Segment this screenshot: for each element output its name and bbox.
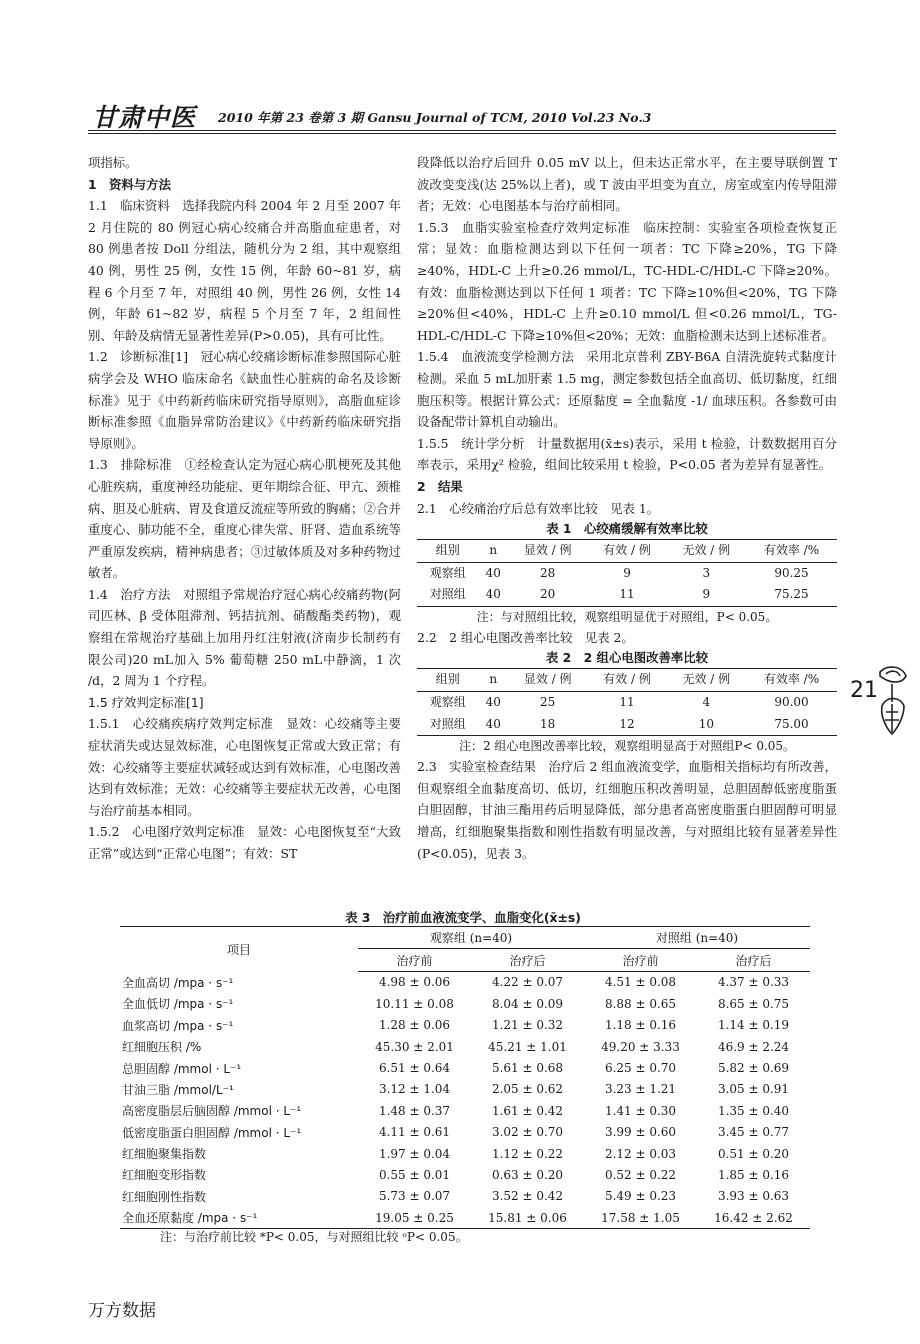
section-heading-methods: 1 资料与方法 — [88, 176, 171, 192]
table-1-grid — [417, 539, 837, 607]
table-cell: 3.05 ± 0.91 — [717, 1082, 790, 1097]
table-cell: 12 — [587, 714, 666, 736]
table-cell: 9 — [667, 584, 746, 606]
table-header-cell: 有效率 /% — [746, 669, 837, 692]
table-header-after: 治疗后 — [697, 949, 810, 971]
paragraph-2-3: 2.3 实验室检查结果 治疗后 2 组血液流变学，血脂相关指标均有所改善，但观察组全血黏度高切、低切，红细胞压积改善明显，总胆固醇低密度脂蛋白胆固醇，甘油三酯用药后明显降低，部分患者高密度脂蛋白胆固醇可明显增高，红细胞聚集指数和刚性指数有明显改善，与对照组比较有显著差异性(P<0.05)，见表 3。 — [417, 759, 837, 861]
table-cell: 1.28 ± 0.06 — [378, 1018, 451, 1033]
table-row-label: 红细胞刚性指数 — [122, 1189, 207, 1204]
table-3-grid — [120, 926, 810, 1229]
table-header-before: 治疗前 — [584, 949, 697, 971]
table-cell: 5.49 ± 0.23 — [604, 1189, 677, 1204]
table-cell: 4.22 ± 0.07 — [491, 975, 564, 990]
table-row-label: 高密度脂层后脑固醇 /mmol · L⁻¹ — [122, 1104, 302, 1119]
paragraph-2-2: 2.2 2 组心电图改善率比较 见表 2。 — [417, 629, 634, 645]
table-cell: 5.82 ± 0.69 — [717, 1061, 790, 1076]
table-row — [120, 1015, 810, 1036]
table-cell: 1.21 ± 0.32 — [491, 1018, 564, 1033]
table-cell: 90.00 — [774, 695, 809, 710]
table-cell: 4.11 ± 0.61 — [378, 1125, 451, 1140]
table-header-observation-group: 观察组 (n=40) — [358, 927, 584, 949]
table-cell: 49.20 ± 3.33 — [601, 1039, 680, 1054]
table-header-cell: 组别 — [417, 540, 478, 563]
table-cell: 1.61 ± 0.42 — [491, 1103, 564, 1118]
page-number: 21 — [850, 678, 878, 703]
table-cell: 1.14 ± 0.19 — [717, 1018, 790, 1033]
table-header-cell: 显效 / 例 — [508, 669, 587, 692]
table-row — [120, 1186, 810, 1207]
table-cell: 40 — [485, 695, 501, 710]
table-3 — [120, 926, 810, 1229]
journal-issue-info: 2010 年第 23 卷第 3 期 Gansu Journal of TCM, 2010 Vol.23 No.3 — [218, 110, 652, 125]
table-cell: 3.99 ± 0.60 — [604, 1125, 677, 1140]
table-cell: 0.63 ± 0.20 — [491, 1167, 564, 1182]
table-cell: 1.97 ± 0.04 — [378, 1146, 451, 1161]
table-row — [120, 993, 810, 1014]
left-column — [88, 152, 401, 865]
table-header-cell: 组别 — [417, 669, 478, 692]
table-header-cell: 有效 / 例 — [587, 540, 666, 563]
table-cell: 28 — [540, 565, 556, 580]
header-rule-thin — [88, 133, 836, 134]
table-row — [120, 971, 810, 993]
table-cell: 1.41 ± 0.30 — [604, 1103, 677, 1118]
journal-logo: 甘肃中医 — [92, 103, 197, 132]
table-row-label: 全血高切 /mpa · s⁻¹ — [122, 975, 234, 990]
table-cell: 18 — [508, 714, 587, 736]
table-cell: 3.23 ± 1.21 — [604, 1082, 677, 1097]
table-cell: 9 — [623, 565, 631, 580]
table-cell: 1.48 ± 0.37 — [378, 1103, 451, 1118]
table-row — [120, 1057, 810, 1078]
table-cell: 3.12 ± 1.04 — [378, 1082, 451, 1097]
table-cell: 5.73 ± 0.07 — [378, 1189, 451, 1204]
table-2-note: 注：2 组心电图改善率比较，观察组明显高于对照组P< 0.05。 — [458, 739, 796, 754]
table-row — [120, 1164, 810, 1185]
table-cell: 90.25 — [774, 565, 809, 580]
table-cell: 4 — [702, 695, 711, 710]
table-row — [417, 692, 837, 714]
paragraph-1-5-1: 1.5.1 心绞痛疾病疗效判定标准 显效：心绞痛等主要症状消失或达显效标准，心电图恢复正常或大致正常；有效：心绞痛等主要症状减轻或达到有效标准，心电图改善达到有效标准；无效：心绞痛等主要症状无改善，心电图与治疗前基本相同。 — [88, 716, 401, 818]
table-row — [120, 1143, 810, 1164]
table-row-label: 红细胞压积 /% — [122, 1040, 202, 1055]
table-cell: 0.55 ± 0.01 — [378, 1167, 451, 1182]
table-3-caption: 表 3 治疗前血液流变学、血脂变化(x̄±s) — [345, 910, 581, 925]
watermark: 万方数据 — [88, 1301, 156, 1321]
paragraph-1-3: 1.3 排除标准 ①经检查认定为冠心病心肌梗死及其他心脏疾病，重度神经功能症、更年期综合征、甲亢、颈椎病、胆及心脏病、胃及食道反流症等所致的胸痛；②合并重度心、肺功能不全，重度心律失常、肝肾、造血系统等严重原发疾病，精神病患者；③过敏体质及对多种药物过敏者。 — [88, 457, 401, 581]
table-3-note: 注：与治疗前比较 *P< 0.05，与对照组比较 ᵒP< 0.05。 — [160, 1230, 468, 1244]
table-cell: 0.52 ± 0.22 — [604, 1167, 677, 1182]
table-cell: 1.12 ± 0.22 — [491, 1146, 564, 1161]
table-cell: 3 — [702, 565, 711, 580]
table-cell: 3.45 ± 0.77 — [717, 1125, 790, 1140]
table-header-cell: n — [478, 669, 508, 692]
table-cell: 8.65 ± 0.75 — [717, 996, 790, 1011]
table-header-cell: 无效 / 例 — [667, 540, 746, 563]
table-row-label: 红细胞聚集指数 — [122, 1147, 207, 1162]
table-row — [120, 1079, 810, 1100]
table-cell: 对照组 — [417, 584, 478, 606]
table-row-label: 红细胞变形指数 — [122, 1168, 207, 1183]
table-header-cell: 无效 / 例 — [667, 669, 746, 692]
table-header-cell: 显效 / 例 — [508, 540, 587, 563]
table-row-label: 低密度脂蛋白胆固醇 /mmol · L⁻¹ — [122, 1125, 302, 1140]
table-cell: 6.51 ± 0.64 — [378, 1061, 451, 1076]
table-cell: 11 — [587, 584, 666, 606]
table-cell: 10.11 ± 0.08 — [375, 996, 454, 1011]
table-cell: 46.9 ± 2.24 — [717, 1039, 790, 1054]
table-cell: 2.12 ± 0.03 — [604, 1146, 677, 1161]
table-row — [120, 1036, 810, 1057]
table-cell: 40 — [485, 565, 501, 580]
section-heading-results: 2 结果 — [417, 478, 463, 494]
table-1-note: 注：与对照组比较，观察组明显优于对照组，P< 0.05。 — [476, 609, 778, 624]
table-cell: 25 — [540, 695, 556, 710]
table-cell: 17.58 ± 1.05 — [584, 1207, 697, 1229]
table-row — [417, 562, 837, 584]
table-cell: 0.51 ± 0.20 — [717, 1146, 790, 1161]
table-cell: 3.52 ± 0.42 — [491, 1189, 564, 1204]
floral-ornament-icon — [872, 662, 912, 740]
table-cell: 2.05 ± 0.62 — [491, 1082, 564, 1097]
table-row — [417, 714, 837, 736]
subheading-1-5: 1.5 疗效判定标准[1] — [88, 694, 204, 710]
table-cell: 75.00 — [746, 714, 837, 736]
table-2-caption: 表 2 2 组心电图改善率比较 — [545, 650, 709, 666]
table-header-item: 项目 — [120, 927, 358, 972]
table-header-before: 治疗前 — [358, 949, 471, 971]
table-cell: 8.04 ± 0.09 — [491, 996, 564, 1011]
table-cell: 11 — [619, 695, 635, 710]
table-1 — [417, 519, 837, 627]
paragraph-1-5-5: 1.5.5 统计学分析 计量数据用(x̄±s)表示，采用 t 检验，计数数据用百分率表示，采用χ² 检验，组间比较采用 t 检验，P<0.05 者为差异有显著性。 — [417, 435, 837, 473]
table-header-after: 治疗后 — [471, 949, 584, 971]
table-header-cell: 有效率 /% — [746, 540, 837, 563]
table-2 — [417, 648, 837, 756]
header-rule — [88, 130, 836, 131]
table-header-control-group: 对照组 (n=40) — [584, 927, 810, 949]
table-header-cell: n — [478, 540, 508, 563]
table-cell: 观察组 — [429, 695, 466, 710]
table-cell: 1.18 ± 0.16 — [604, 1018, 677, 1033]
table-cell: 1.85 ± 0.16 — [717, 1167, 790, 1182]
paragraph-continued: 段降低以治疗后回升 0.05 mV 以上，但未达正常水平，在主要导联倒置 T 波改变变浅(达 25%以上者)，或 T 波由平坦变为直立，房室或室内传导阻滞者；无效：心电图基本与治疗前相同。 — [417, 155, 837, 214]
right-column — [417, 152, 837, 864]
table-row-label: 血浆高切 /mpa · s⁻¹ — [122, 1018, 234, 1033]
paragraph-1-4: 1.4 治疗方法 对照组予常规治疗冠心病心绞痛药物(阿司匹林、β 受体阻滞剂、钙拮抗剂、硝酸酯类药物)，观察组在常规治疗基础上加用丹红注射液(济南步长制药有限公司)20 mL加入 5% 葡萄糖 250 mL中静滴，1 次 /d，2 周为 1 个疗程。 — [88, 586, 401, 689]
table-2-grid — [417, 668, 837, 736]
table-row-label: 全血低切 /mpa · s⁻¹ — [122, 997, 234, 1012]
table-cell: 8.88 ± 0.65 — [604, 996, 677, 1011]
table-cell: 40 — [478, 714, 508, 736]
table-cell: 40 — [478, 584, 508, 606]
table-cell: 1.35 ± 0.40 — [717, 1103, 790, 1118]
table-row — [120, 1122, 810, 1143]
table-cell: 16.42 ± 2.62 — [697, 1207, 810, 1229]
table-cell: 45.30 ± 2.01 — [375, 1039, 454, 1054]
table-cell: 4.98 ± 0.06 — [378, 975, 451, 990]
paragraph: 项指标。 — [88, 155, 138, 170]
table-row-label: 总胆固醇 /mmol · L⁻¹ — [122, 1061, 242, 1076]
table-row-label: 全血还原黏度 /mpa · s⁻¹ — [120, 1207, 358, 1229]
paragraph-1-1: 1.1 临床资料 选择我院内科 2004 年 2 月至 2007 年 2 月住院的 80 例冠心病心绞痛合并高脂血症患者，对 80 例患者按 Doll 分组法，随机分为 2 组，其中观察组 40 例，男性 25 例，女性 15 例，年龄 60~81 岁，病程 6 个月至 7 年，对照组 40 例，男性 26 例，女性 14 例，年龄 61~82 岁，病程 5 个月至 7 年，2 组间性别、年龄及病情无显著性差异(P>0.05)，具有可比性。 — [88, 198, 401, 343]
table-cell: 45.21 ± 1.01 — [488, 1039, 567, 1054]
table-header-cell: 有效 / 例 — [587, 669, 666, 692]
table-cell: 10 — [667, 714, 746, 736]
table-cell: 20 — [508, 584, 587, 606]
table-cell: 观察组 — [429, 565, 466, 580]
table-row-label: 甘油三脂 /mmol/L⁻¹ — [122, 1082, 234, 1097]
paragraph-1-5-4: 1.5.4 血液流变学检测方法 采用北京普利 ZBY-B6A 自清洗旋转式黏度计检测。采血 5 mL加肝素 1.5 mg，测定参数包括全血高切、低切黏度，红细胞压积等。根据计算公式：还原黏度 = 全血黏度 -1/ 血球压积。各参数可由设备配带计算机自动输出。 — [417, 349, 837, 430]
table-cell: 15.81 ± 0.06 — [471, 1207, 584, 1229]
table-cell: 6.25 ± 0.70 — [604, 1061, 677, 1076]
table-row — [417, 584, 837, 606]
table-cell: 75.25 — [746, 584, 837, 606]
table-cell: 19.05 ± 0.25 — [358, 1207, 471, 1229]
table-cell: 3.02 ± 0.70 — [491, 1125, 564, 1140]
table-1-caption: 表 1 心绞痛缓解有效率比较 — [546, 521, 708, 537]
paragraph-2-1: 2.1 心绞痛治疗后总有效率比较 见表 1。 — [417, 500, 660, 516]
table-cell: 3.93 ± 0.63 — [717, 1189, 790, 1204]
table-row — [120, 1100, 810, 1121]
table-cell: 对照组 — [417, 714, 478, 736]
table-cell: 4.51 ± 0.08 — [604, 975, 677, 990]
table-cell: 4.37 ± 0.33 — [717, 975, 790, 990]
table-cell: 5.61 ± 0.68 — [491, 1061, 564, 1076]
table-row — [120, 1207, 810, 1229]
paragraph-1-2: 1.2 诊断标准[1] 冠心病心绞痛诊断标准参照国际心脏病学会及 WHO 临床命名《缺血性心脏病的命名及诊断标准》见于《中药新药临床研究指导原则》，高脂血症诊断标准参照《血脂异常防治建议》《中药新药临床研究指导原则》。 — [88, 349, 401, 451]
paragraph-1-5-2: 1.5.2 心电图疗效判定标准 显效：心电图恢复至“大致正常”或达到“正常心电图”；有效：ST — [88, 824, 401, 861]
paragraph-1-5-3: 1.5.3 血脂实验室检查疗效判定标准 临床控制：实验室各项检查恢复正常；显效：血脂检测达到以下任何一项者：TC 下降≥20%，TG 下降≥40%，HDL-C 上升≥0.26 mmol/L，TC-HDL-C/HDL-C 下降≥20%。有效：血脂检测达到以下任何 1 项者：TC 下降≥10%但<20%，TG 下降≥20%但<40%，HDL-C 上升≥0.10 mmol/L 但<0.26 mmol/L，TG-HDL-C/HDL-C 下降≥10%但<20%；无效：血脂检测未达到上述标准者。 — [417, 219, 837, 343]
